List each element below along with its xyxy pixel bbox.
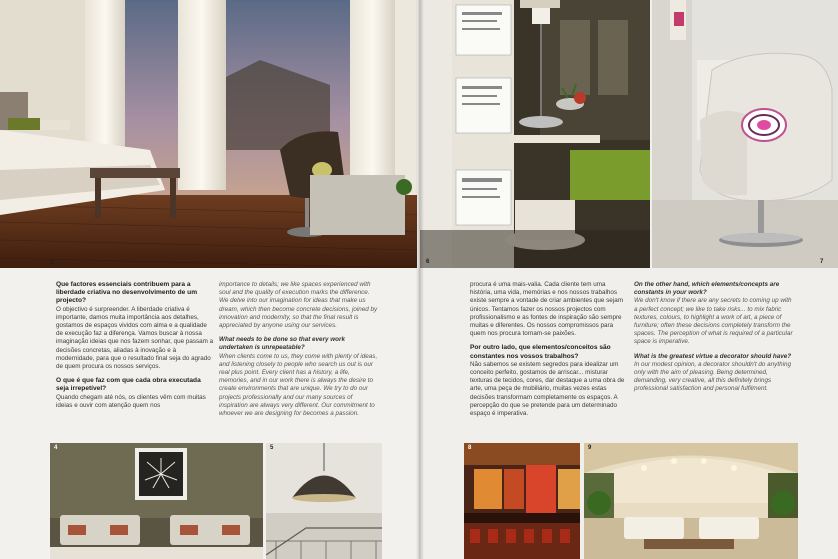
photo-pendant-lamp [266, 443, 382, 559]
question-heading: What needs to be done so that every work undertaken is unrepeatable? [219, 336, 345, 352]
pendant-lamp-illustration [266, 443, 382, 559]
lounge-illustration [584, 443, 798, 559]
restaurant-illustration [464, 443, 580, 559]
photo-number: 7 [820, 259, 824, 265]
answer-paragraph: In our modest opinion, a decorator shouldn't do anything only with the aim of pleasing. Being determined, demanding, very creative, all this definitely brings professional satisfaction and personal fulfilment. [634, 360, 791, 393]
question-heading: O que é que faz com que cada obra executada seja irrepetível? [56, 377, 201, 393]
magazine-rack-illustration [420, 0, 650, 268]
answer-paragraph: importance to details; we like spaces experienced with soul and the quality of execution marks the difference. We delve into our imagination for ideas that make us dream, which then become concrete decisions, joined by innovation and modernity, so that the final result is appreciated by anyone using our services. [219, 281, 378, 330]
text-column-en [634, 281, 794, 394]
text-column-pt [56, 281, 214, 410]
answer-paragraph: Quando chegam até nós, os clientes vêm com muitas ideias e ouvir com atenção quem nos [56, 393, 206, 409]
page-gutter [416, 0, 424, 559]
question-heading: On the other hand, which elements/concepts are constants in your work? [634, 281, 780, 297]
photo-bedroom [0, 0, 417, 268]
photo-number: 5 [270, 445, 274, 451]
photo-number: 8 [468, 445, 472, 451]
photo-number: 6 [426, 259, 430, 265]
text-column-pt [470, 281, 628, 418]
right-page [420, 0, 838, 559]
answer-paragraph: When clients come to us, they come with plenty of ideas, and listening closely to people who search us out is our real plus point. Every client has a history, a life, memories, and in our work there is always the desire to create environments that are unique. We try to do our projects professionally and our many sources of inspiration are always very different. Our commitment to whoever we are designing for becomes a passion. [219, 352, 378, 418]
answer-paragraph: procura é uma mais-valia. Cada cliente tem uma história, uma vida, memórias e nos nossos trabalhos existe sempre a vontade de criar ambientes que sejam únicos. Tentamos fazer os nossos projectos com profissionalismo e as fontes de inspiração são sempre muitas e diferentes. Os nossos compromissos para quem nos procura tornam-se paixões. [470, 281, 623, 338]
photo-number: 4 [54, 445, 58, 451]
question-heading: Que factores essenciais contribuem para a liberdade criativa no desenvolvimento de um projecto? [56, 281, 198, 305]
photo-magazine-rack [420, 0, 650, 268]
answer-paragraph: O objectivo é surpreender. A liberdade criativa é importante, damos muita importância aos detalhes, gostamos de espaços vividos com alma e a qualidade de execução faz a diferença. Vamos buscar à nossa imaginação ideias que nos fazem sonhar, que passam a decisões concretas, aliadas à inovação e à modernidade, para que o resultado final seja do agrado de quem procura os nossos serviços. [56, 305, 214, 371]
answer-paragraph: We don't know if there are any secrets to coming up with a perfect concept; we like to take risks... to mix fabric textures, colours, to highlight a work of art, a piece of furniture; often these decisions completely transform the spaces. The perception of what is required of a particular space is imperative. [634, 297, 793, 346]
photo-number: 3 [50, 260, 54, 266]
photo-lounge [584, 443, 798, 559]
text-column-en [219, 281, 379, 418]
armchair-illustration [652, 0, 838, 268]
living-room-illustration [50, 443, 263, 559]
photo-number: 9 [588, 445, 592, 451]
answer-paragraph: Não sabemos se existem segredos para idealizar um conceito perfeito, gostamos de arriscar... misturar texturas de tecidos, cores, dar destaque a uma obra de arte, uma peça de mobiliário, muitas vezes estas decisões transformam completamente os espaços. A percepção do que se pretende para um determinado espaço é imperativa. [470, 360, 625, 418]
photo-restaurant [464, 443, 580, 559]
bedroom-illustration [0, 0, 417, 268]
question-heading: What is the greatest virtue a decorator should have? [634, 352, 792, 360]
question-heading: Por outro lado, que elementos/conceitos são constantes nos vossos trabalhos? [470, 344, 611, 360]
photo-living-room [50, 443, 263, 559]
photo-armchair [652, 0, 838, 268]
